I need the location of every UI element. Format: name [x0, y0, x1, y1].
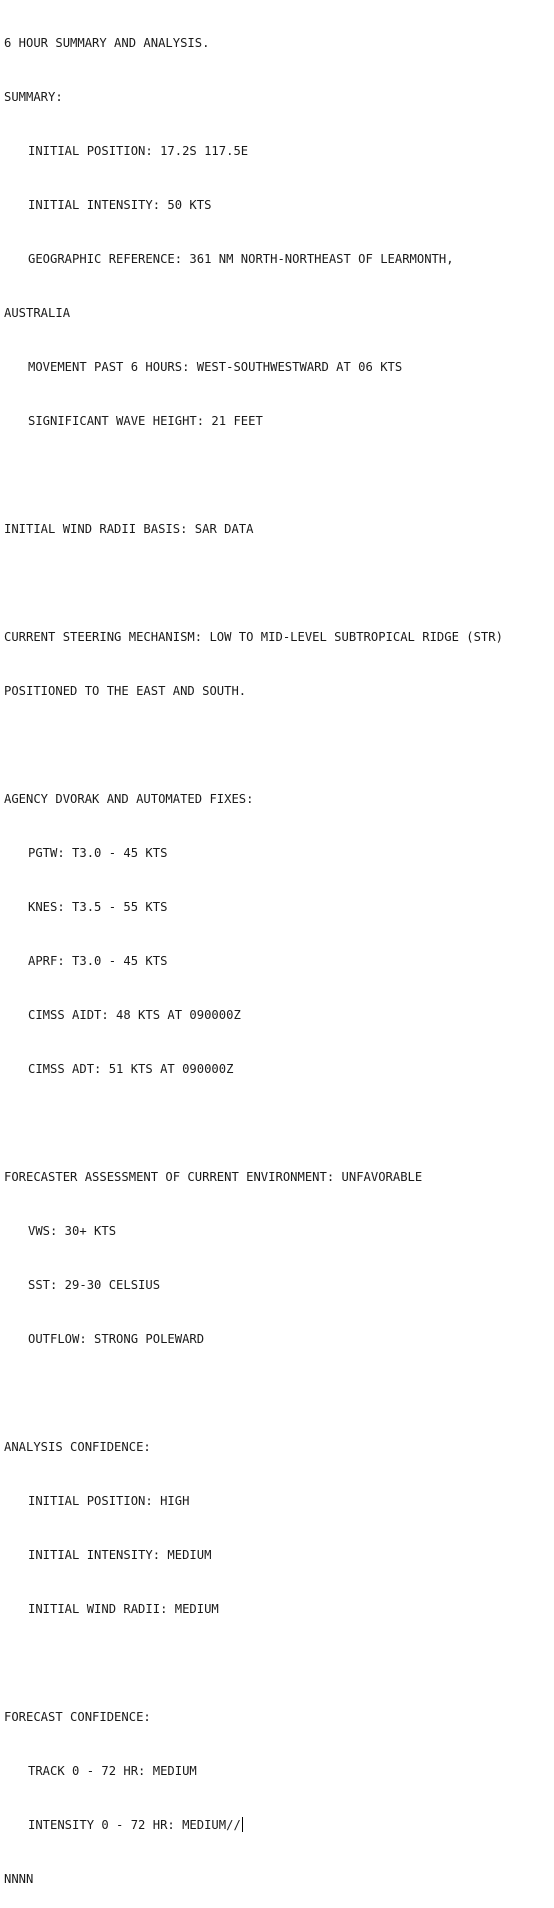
analysis-confidence-item: INITIAL POSITION: HIGH [28, 1494, 190, 1508]
blank-line [4, 466, 554, 484]
environment-heading: FORECASTER ASSESSMENT OF CURRENT ENVIRONMENT: UNFAVORABLE [4, 1170, 423, 1184]
initial-intensity: INITIAL INTENSITY: 50 KTS [28, 198, 212, 212]
fix-item: APRF: T3.0 - 45 KTS [28, 954, 168, 968]
fix-item: PGTW: T3.0 - 45 KTS [28, 846, 168, 860]
significant-wave-height: SIGNIFICANT WAVE HEIGHT: 21 FEET [28, 414, 263, 428]
summary-heading: SUMMARY: [4, 90, 63, 104]
initial-position: INITIAL POSITION: 17.2S 117.5E [28, 144, 249, 158]
wind-radii-basis: INITIAL WIND RADII BASIS: SAR DATA [4, 522, 254, 536]
blank-line [4, 1654, 554, 1672]
blank-line [4, 574, 554, 592]
environment-item: SST: 29-30 CELSIUS [28, 1278, 161, 1292]
forecast-confidence-item: INTENSITY 0 - 72 HR: MEDIUM// [28, 1818, 241, 1832]
blank-line [4, 1114, 554, 1132]
blank-line [4, 736, 554, 754]
blank-line [4, 1384, 554, 1402]
geographic-reference: GEOGRAPHIC REFERENCE: 361 NM NORTH-NORTHEAST OF LEARMONTH, [28, 252, 454, 266]
steering-mechanism: CURRENT STEERING MECHANISM: LOW TO MID-LEVEL SUBTROPICAL RIDGE (STR) [4, 630, 503, 644]
fix-item: CIMSS ADT: 51 KTS AT 090000Z [28, 1062, 234, 1076]
document-header: 6 HOUR SUMMARY AND ANALYSIS. [4, 36, 210, 50]
geographic-reference-continued: AUSTRALIA [4, 306, 71, 320]
movement: MOVEMENT PAST 6 HOURS: WEST-SOUTHWESTWARD AT 06 KTS [28, 360, 403, 374]
steering-mechanism-continued: POSITIONED TO THE EAST AND SOUTH. [4, 684, 247, 698]
document-footer: NNNN [4, 1872, 34, 1886]
environment-item: VWS: 30+ KTS [28, 1224, 117, 1238]
fix-item: CIMSS AIDT: 48 KTS AT 090000Z [28, 1008, 241, 1022]
forecast-confidence-item-with-cursor [4, 1816, 554, 1834]
environment-item: OUTFLOW: STRONG POLEWARD [28, 1332, 205, 1346]
forecast-confidence-item: TRACK 0 - 72 HR: MEDIUM [28, 1764, 197, 1778]
analysis-confidence-item: INITIAL INTENSITY: MEDIUM [28, 1548, 212, 1562]
fixes-heading: AGENCY DVORAK AND AUTOMATED FIXES: [4, 792, 254, 806]
forecast-confidence-heading: FORECAST CONFIDENCE: [4, 1710, 151, 1724]
fix-item: KNES: T3.5 - 55 KTS [28, 900, 168, 914]
analysis-confidence-heading: ANALYSIS CONFIDENCE: [4, 1440, 151, 1454]
text-cursor [242, 1817, 243, 1832]
analysis-confidence-item: INITIAL WIND RADII: MEDIUM [28, 1602, 219, 1616]
